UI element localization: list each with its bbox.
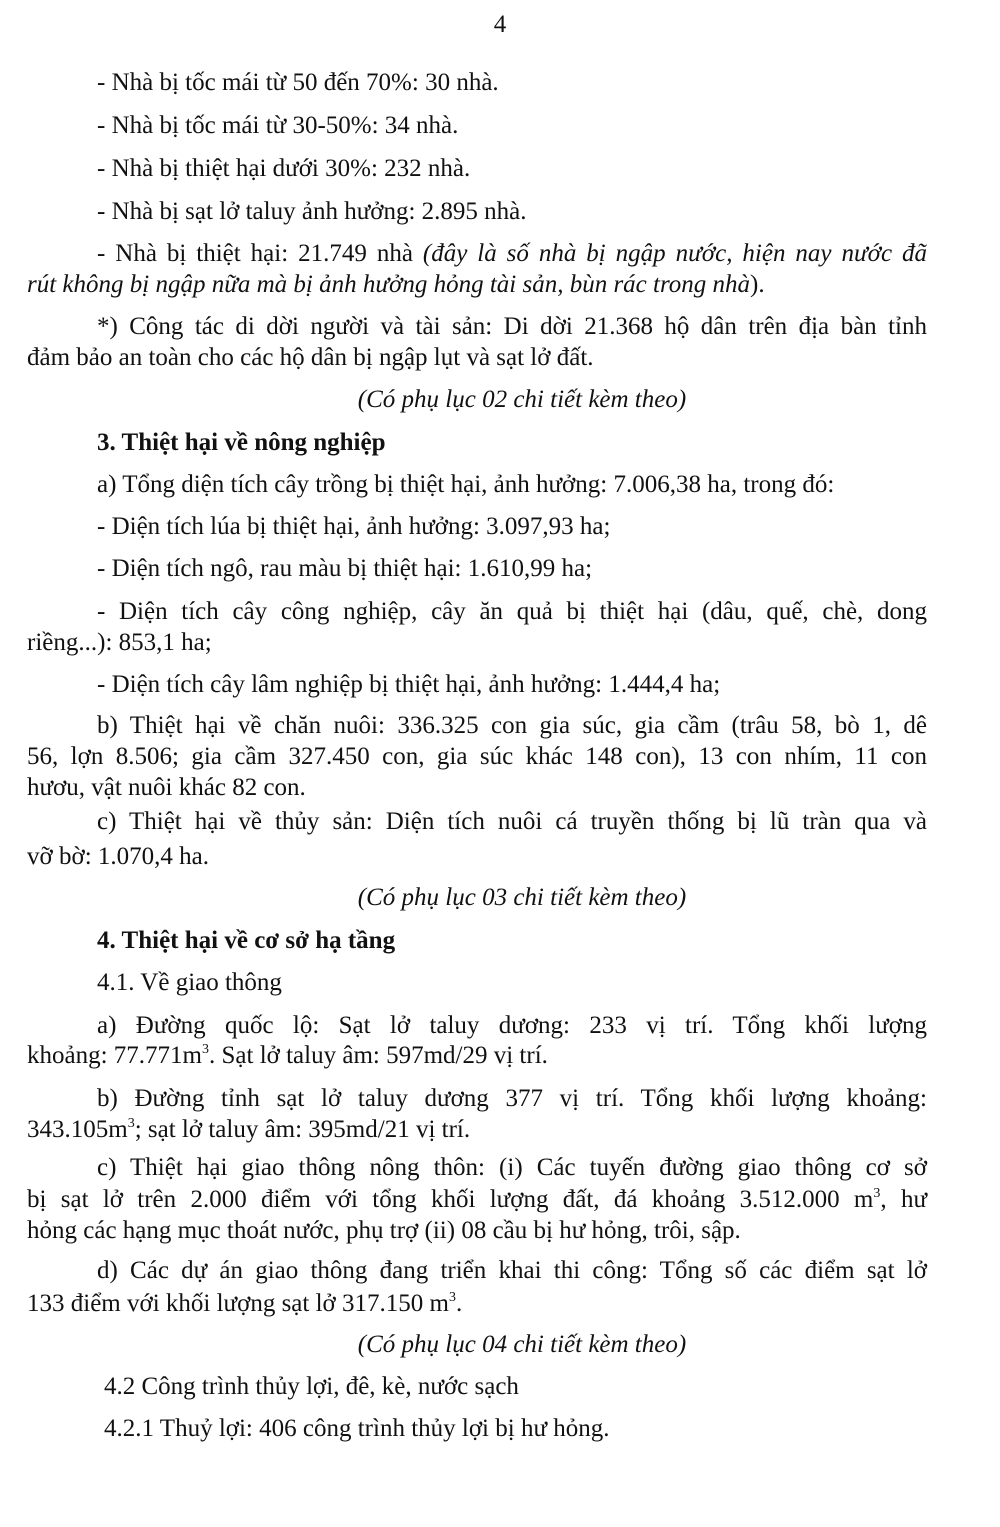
appendix-02-note: (Có phụ lục 02 chi tiết kèm theo) [357,386,687,413]
line-national-road-cont [27,1041,927,1071]
line-damaged-houses [97,239,927,269]
line-rural-road-end: hỏng các hạng mục thoát nước, phụ trợ (ii) 08 cầu bị hư hỏng, trôi, sập. [27,1217,741,1244]
text: bị sạt lở trên 2.000 điểm với tổng khối lượng đất, đá khoảng 3.512.000 m [27,1186,874,1213]
line-landslide-houses: - Nhà bị sạt lở taluy ảnh hưởng: 2.895 nhà. [97,198,527,225]
superscript: 3 [873,1186,881,1201]
line-national-road: a) Đường quốc lộ: Sạt lở taluy dương: 233 vị trí. Tổng khối lượng [97,1012,927,1039]
italic-note: rút không bị ngập nữa mà bị ảnh hưởng hỏng tài sản, bùn rác trong nhà [27,271,751,298]
superscript: 3 [448,1290,456,1305]
italic-note: (đây là số nhà bị ngập nước, hiện nay nước đã [422,240,927,267]
heading-irrigation: 4.2 Công trình thủy lợi, đê, kè, nước sạch [104,1373,519,1400]
text: 343.105m [27,1116,128,1143]
text: - Nhà bị thiệt hại: 21.749 nhà [97,240,423,267]
text: 133 điểm với khối lượng sạt lở 317.150 m [27,1290,449,1317]
appendix-04-note: (Có phụ lục 04 chi tiết kèm theo) [357,1331,687,1358]
line-provincial-road-cont [27,1115,927,1145]
line-relocation: *) Công tác di dời người và tài sản: Di dời 21.368 hộ dân trên địa bàn tỉnh [97,313,927,340]
text: khoảng: 77.771m [27,1042,202,1069]
line-crop-total: a) Tổng diện tích cây trồng bị thiệt hại, ảnh hưởng: 7.006,38 ha, trong đó: [97,471,835,498]
text: ). [750,271,765,298]
text: . Sạt lở taluy âm: 597md/29 vị trí. [209,1042,548,1069]
line-aquaculture-cont: vỡ bờ: 1.070,4 ha. [27,843,209,870]
appendix-03-note: (Có phụ lục 03 chi tiết kèm theo) [357,884,687,911]
line-forestry: - Diện tích cây lâm nghiệp bị thiệt hại, ảnh hưởng: 1.444,4 ha; [97,671,721,698]
heading-agriculture: 3. Thiệt hại về nông nghiệp [97,429,386,456]
line-rural-road-cont [27,1185,927,1215]
text: ; sạt lở taluy âm: 395md/21 vị trí. [134,1116,471,1143]
superscript: 3 [127,1116,135,1131]
line-livestock-end: hươu, vật nuôi khác 82 con. [27,774,306,801]
line-damage-under-30: - Nhà bị thiệt hại dưới 30%: 232 nhà. [97,155,471,182]
line-rice: - Diện tích lúa bị thiệt hại, ảnh hưởng: 3.097,93 ha; [97,513,611,540]
line-provincial-road: b) Đường tỉnh sạt lở taluy dương 377 vị trí. Tổng khối lượng khoảng: [97,1085,927,1112]
text: , hư [880,1186,927,1213]
line-transport-projects: d) Các dự án giao thông đang triển khai thi công: Tổng số các điểm sạt lở [97,1257,927,1284]
line-relocation-cont: đảm bảo an toàn cho các hộ dân bị ngập lụt và sạt lở đất. [27,344,594,371]
line-roof-30-50: - Nhà bị tốc mái từ 30-50%: 34 nhà. [97,112,459,139]
line-aquaculture: c) Thiệt hại về thủy sản: Diện tích nuôi cá truyền thống bị lũ tràn qua và [97,808,927,835]
line-damaged-houses-cont [27,270,927,300]
line-livestock-cont: 56, lợn 8.506; gia cầm 327.450 con, gia súc khác 148 con), 13 con nhím, 11 con [27,743,927,770]
line-livestock: b) Thiệt hại về chăn nuôi: 336.325 con gia súc, gia cầm (trâu 58, bò 1, dê [97,712,927,739]
line-rural-road: c) Thiệt hại giao thông nông thôn: (i) Các tuyến đường giao thông cơ sở [97,1154,927,1181]
line-roof-50-70: - Nhà bị tốc mái từ 50 đến 70%: 30 nhà. [97,69,499,96]
line-industrial-crops-cont: riềng...): 853,1 ha; [27,629,212,656]
line-industrial-crops: - Diện tích cây công nghiệp, cây ăn quả bị thiệt hại (dâu, quế, chè, dong [97,598,927,625]
superscript: 3 [202,1042,209,1057]
line-irrigation: 4.2.1 Thuỷ lợi: 406 công trình thủy lợi bị hư hỏng. [104,1415,610,1442]
line-corn-vegetables: - Diện tích ngô, rau màu bị thiệt hại: 1.610,99 ha; [97,555,593,582]
heading-infrastructure: 4. Thiệt hại về cơ sở hạ tầng [97,927,396,954]
line-transport-projects-cont [27,1289,927,1319]
page-number: 4 [493,11,507,38]
heading-transport: 4.1. Về giao thông [97,969,282,996]
text: . [455,1290,463,1317]
